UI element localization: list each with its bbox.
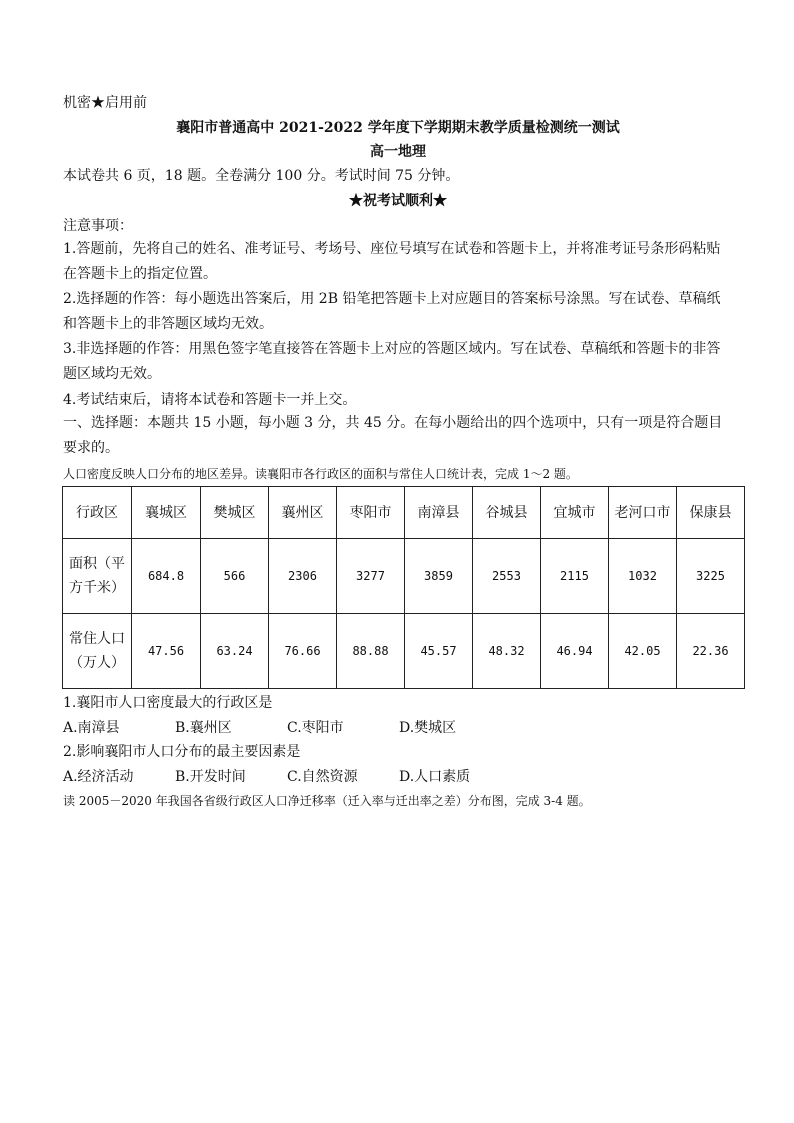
table-cell: 76.66 <box>269 614 337 689</box>
table-cell: 63.24 <box>201 614 269 689</box>
table-cell: 2306 <box>269 539 337 614</box>
table-cell: 2553 <box>473 539 541 614</box>
subject-title: 高一地理 <box>370 144 426 160</box>
table-header-cell: 谷城县 <box>473 487 541 539</box>
table-cell: 2115 <box>541 539 609 614</box>
table-header-cell: 南漳县 <box>405 487 473 539</box>
table-cell: 48.32 <box>473 614 541 689</box>
option-d: D.人口素质 <box>399 769 471 785</box>
question-2-stem: 2.影响襄阳市人口分布的最主要因素是 <box>63 744 301 760</box>
table-header-cell: 枣阳市 <box>337 487 405 539</box>
table-header-cell: 行政区 <box>63 487 132 539</box>
option-b: B.开发时间 <box>175 769 246 785</box>
table-header-cell: 保康县 <box>677 487 745 539</box>
table-row-population <box>63 614 745 689</box>
option-d: D.樊城区 <box>399 720 457 736</box>
note-item-1: 1.答题前，先将自己的姓名、准考证号、考场号、座位号填写在试卷和答题卡上，并将准考证号条形码粘贴在答题卡上的指定位置。 <box>63 241 721 282</box>
table-cell: 45.57 <box>405 614 473 689</box>
option-a: A.经济活动 <box>63 769 134 785</box>
note-item-3: 3.非选择题的作答：用黑色签字笔直接答在答题卡上对应的答题区域内。写在试卷、草稿纸和答题卡的非答题区域均无效。 <box>63 341 721 382</box>
material-2: 读 2005－2020 年我国各省级行政区人口净迁移率（迁入率与迁出率之差）分布图，完成 3-4 题。 <box>63 794 591 808</box>
note-item-2: 2.选择题的作答：每小题选出答案后，用 2B 铅笔把答题卡上对应题目的答案标号涂黑。写在试卷、草稿纸和答题卡上的非答题区域均无效。 <box>63 291 721 332</box>
table-header-cell: 樊城区 <box>201 487 269 539</box>
table-cell: 1032 <box>609 539 677 614</box>
table-header-cell: 襄州区 <box>269 487 337 539</box>
confidential-label: 机密★启用前 <box>63 95 147 111</box>
question-2-options <box>63 766 733 788</box>
table-cell: 42.05 <box>609 614 677 689</box>
table-header-row <box>63 487 745 539</box>
notes-heading: 注意事项： <box>63 218 133 234</box>
option-b: B.襄州区 <box>175 720 232 736</box>
row-label-area: 面积（平方千米） <box>63 539 132 614</box>
table-cell: 46.94 <box>541 614 609 689</box>
option-a: A.南漳县 <box>63 720 120 736</box>
table-header-cell: 老河口市 <box>609 487 677 539</box>
note-item-4: 4.考试结束后，请将本试卷和答题卡一并上交。 <box>63 392 357 408</box>
table-cell: 22.36 <box>677 614 745 689</box>
row-label-population: 常住人口（万人） <box>63 614 132 689</box>
good-luck-line: ★祝考试顺利★ <box>349 193 447 209</box>
table-cell: 3277 <box>337 539 405 614</box>
table-header-cell: 宜城市 <box>541 487 609 539</box>
material-1: 人口密度反映人口分布的地区差异。读襄阳市各行政区的面积与常住人口统计表，完成 1～2 题。 <box>63 467 578 481</box>
table-row-area <box>63 539 745 614</box>
exam-title: 襄阳市普通高中 2021-2022 学年度下学期期末教学质量检测统一测试 <box>176 120 620 136</box>
exam-info: 本试卷共 6 页，18 题。全卷满分 100 分。考试时间 75 分钟。 <box>63 168 460 184</box>
table-cell: 3859 <box>405 539 473 614</box>
table-header-cell: 襄城区 <box>132 487 201 539</box>
question-1-stem: 1.襄阳市人口密度最大的行政区是 <box>63 695 273 711</box>
option-c: C.枣阳市 <box>287 720 344 736</box>
table-cell: 566 <box>201 539 269 614</box>
table-cell: 684.8 <box>132 539 201 614</box>
option-c: C.自然资源 <box>287 769 358 785</box>
table-cell: 3225 <box>677 539 745 614</box>
table-cell: 47.56 <box>132 614 201 689</box>
question-1-options <box>63 717 733 739</box>
section-intro: 一、选择题：本题共 15 小题，每小题 3 分，共 45 分。在每小题给出的四个选项中，只有一项是符合题目要求的。 <box>63 415 723 456</box>
table-cell: 88.88 <box>337 614 405 689</box>
population-table <box>62 486 745 689</box>
